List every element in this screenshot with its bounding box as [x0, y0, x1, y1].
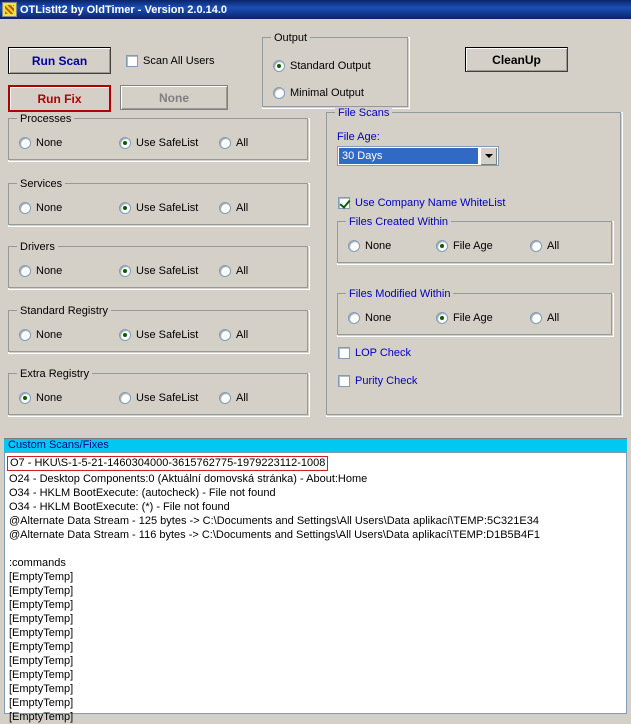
- standard-registry-option-none[interactable]: [19, 329, 62, 341]
- radio-icon: [530, 312, 542, 324]
- checkbox-icon: [338, 375, 350, 387]
- services-option-none[interactable]: [19, 202, 62, 214]
- radio-icon: [219, 265, 231, 277]
- radio-icon: [219, 137, 231, 149]
- file-age-label: File Age:: [337, 131, 380, 143]
- extra-registry-option-safelist[interactable]: [119, 392, 198, 404]
- files-created-within-group: [337, 216, 614, 265]
- radio-label: None: [36, 137, 63, 149]
- radio-icon: [19, 265, 31, 277]
- radio-icon: [119, 202, 131, 214]
- standard-registry-group-legend: Standard Registry: [17, 305, 111, 317]
- radio-label: None: [365, 312, 392, 324]
- radio-label: None: [36, 392, 63, 404]
- custom-scans-line: @Alternate Data Stream - 125 bytes -> C:\Documents and Settings\All Users\Data aplikací\TEMP:5C321E34: [9, 515, 539, 527]
- radio-icon: [19, 202, 31, 214]
- checkbox-icon: [338, 347, 350, 359]
- window-title: OTListIt2 by OldTimer - Version 2.0.14.0: [20, 3, 228, 16]
- custom-scans-line: O7 - HKU\S-1-5-21-1460304000-3615762775-1979223112-1008: [7, 456, 328, 471]
- custom-scans-line: [EmptyTemp]: [9, 669, 74, 681]
- radio-label: File Age: [453, 240, 493, 252]
- processes-group-legend: Processes: [17, 113, 74, 125]
- radio-label: All: [547, 312, 560, 324]
- app-icon: [2, 2, 17, 17]
- processes-group: [8, 113, 310, 162]
- radio-label: None: [36, 329, 63, 341]
- files-modified-option-none[interactable]: [348, 312, 391, 324]
- radio-label: Use SafeList: [136, 202, 199, 214]
- radio-icon: [219, 202, 231, 214]
- custom-scans-line: [EmptyTemp]: [9, 585, 74, 597]
- checkbox-icon: [126, 55, 138, 67]
- file-scans-group: [326, 107, 623, 417]
- drivers-option-all[interactable]: [219, 265, 248, 277]
- custom-scans-line: [EmptyTemp]: [9, 655, 74, 667]
- radio-icon: [348, 240, 360, 252]
- custom-scans-line: [EmptyTemp]: [9, 683, 74, 695]
- checkbox-icon: [338, 197, 350, 209]
- custom-scans-header: Custom Scans/Fixes: [4, 438, 627, 452]
- radio-icon: [19, 137, 31, 149]
- files-modified-option-all[interactable]: [530, 312, 559, 324]
- extra-registry-option-all[interactable]: [219, 392, 248, 404]
- radio-icon: [19, 329, 31, 341]
- custom-scans-line: [EmptyTemp]: [9, 571, 74, 583]
- custom-scans-line: O24 - Desktop Components:0 (Aktuální domovská stránka) - About:Home: [9, 473, 368, 485]
- custom-scans-textarea[interactable]: [4, 452, 627, 723]
- chevron-down-icon[interactable]: [479, 147, 497, 165]
- company-whitelist-checkbox[interactable]: [338, 197, 505, 209]
- custom-scans-line: O34 - HKLM BootExecute: (*) - File not found: [9, 501, 230, 513]
- radio-label: Standard Output: [290, 60, 371, 72]
- output-group-legend: Output: [271, 32, 310, 44]
- custom-scans-line: :commands: [9, 557, 66, 569]
- radio-label: All: [236, 137, 249, 149]
- radio-label: Use SafeList: [136, 329, 199, 341]
- purity-check-checkbox[interactable]: [338, 375, 417, 387]
- file-age-value: 30 Days: [339, 148, 478, 164]
- radio-label: Use SafeList: [136, 137, 199, 149]
- radio-label: None: [36, 265, 63, 277]
- files-created-option-all[interactable]: [530, 240, 559, 252]
- radio-label: File Age: [453, 312, 493, 324]
- radio-icon: [530, 240, 542, 252]
- lop-check-label: LOP Check: [355, 347, 412, 359]
- files-created-within-legend: Files Created Within: [346, 216, 451, 228]
- custom-scans-line: [EmptyTemp]: [9, 627, 74, 639]
- custom-scans-line: @Alternate Data Stream - 116 bytes -> C:\Documents and Settings\All Users\Data aplikací\TEMP:D1B5B4F1: [9, 529, 540, 541]
- scan-all-users-label: Scan All Users: [143, 55, 215, 67]
- extra-registry-group-legend: Extra Registry: [17, 368, 92, 380]
- services-group: [8, 178, 310, 227]
- radio-icon: [119, 137, 131, 149]
- toolbar: [0, 19, 631, 106]
- radio-label: All: [236, 202, 249, 214]
- radio-icon: [119, 265, 131, 277]
- radio-label: All: [236, 329, 249, 341]
- file-scans-group-legend: File Scans: [335, 107, 392, 119]
- radio-icon: [273, 87, 285, 99]
- radio-label: All: [236, 265, 249, 277]
- drivers-group-legend: Drivers: [17, 241, 58, 253]
- window-title-bar: [0, 0, 631, 19]
- radio-icon: [273, 60, 285, 72]
- extra-registry-group: [8, 368, 310, 417]
- processes-option-all[interactable]: [219, 137, 248, 149]
- processes-option-none[interactable]: [19, 137, 62, 149]
- radio-label: All: [236, 392, 249, 404]
- radio-label: Minimal Output: [290, 87, 364, 99]
- services-option-all[interactable]: [219, 202, 248, 214]
- radio-icon: [219, 392, 231, 404]
- radio-icon: [119, 392, 131, 404]
- radio-icon: [219, 329, 231, 341]
- radio-label: Use SafeList: [136, 265, 199, 277]
- radio-label: None: [365, 240, 392, 252]
- files-created-option-none[interactable]: [348, 240, 391, 252]
- file-age-select[interactable]: [337, 146, 499, 166]
- processes-option-safelist[interactable]: [119, 137, 198, 149]
- custom-scans-line: [EmptyTemp]: [9, 697, 74, 709]
- radio-icon: [436, 240, 448, 252]
- files-created-option-fileage[interactable]: [436, 240, 493, 252]
- standard-registry-option-safelist[interactable]: [119, 329, 198, 341]
- run-scan-button[interactable]: Run Scan: [8, 47, 111, 74]
- drivers-option-safelist[interactable]: [119, 265, 198, 277]
- services-group-legend: Services: [17, 178, 65, 190]
- company-whitelist-label: Use Company Name WhiteList: [355, 197, 506, 209]
- radio-icon: [19, 392, 31, 404]
- run-fix-button[interactable]: Run Fix: [8, 85, 111, 112]
- cleanup-button[interactable]: CleanUp: [465, 47, 568, 72]
- lop-check-checkbox[interactable]: [338, 347, 411, 359]
- radio-label: Use SafeList: [136, 392, 199, 404]
- drivers-option-none[interactable]: [19, 265, 62, 277]
- standard-registry-option-all[interactable]: [219, 329, 248, 341]
- custom-scans-line: [EmptyTemp]: [9, 599, 74, 611]
- drivers-group: [8, 241, 310, 290]
- files-modified-within-group: [337, 288, 614, 337]
- radio-standard-output[interactable]: [273, 60, 371, 72]
- purity-check-label: Purity Check: [355, 375, 418, 387]
- custom-scans-line: [EmptyTemp]: [9, 711, 74, 723]
- radio-minimal-output[interactable]: [273, 87, 364, 99]
- standard-registry-group: [8, 305, 310, 354]
- radio-icon: [348, 312, 360, 324]
- custom-scans-line: O34 - HKLM BootExecute: (autocheck) - File not found: [9, 487, 276, 499]
- custom-scans-blank-line: [9, 542, 622, 556]
- none-button[interactable]: None: [120, 85, 228, 110]
- services-option-safelist[interactable]: [119, 202, 198, 214]
- custom-scans-line: [EmptyTemp]: [9, 641, 74, 653]
- radio-icon: [436, 312, 448, 324]
- output-group: [262, 32, 410, 109]
- scan-all-users-checkbox[interactable]: [126, 55, 215, 67]
- files-modified-within-legend: Files Modified Within: [346, 288, 453, 300]
- files-modified-option-fileage[interactable]: [436, 312, 493, 324]
- radio-label: All: [547, 240, 560, 252]
- extra-registry-option-none[interactable]: [19, 392, 62, 404]
- custom-scans-line: [EmptyTemp]: [9, 613, 74, 625]
- radio-icon: [119, 329, 131, 341]
- radio-label: None: [36, 202, 63, 214]
